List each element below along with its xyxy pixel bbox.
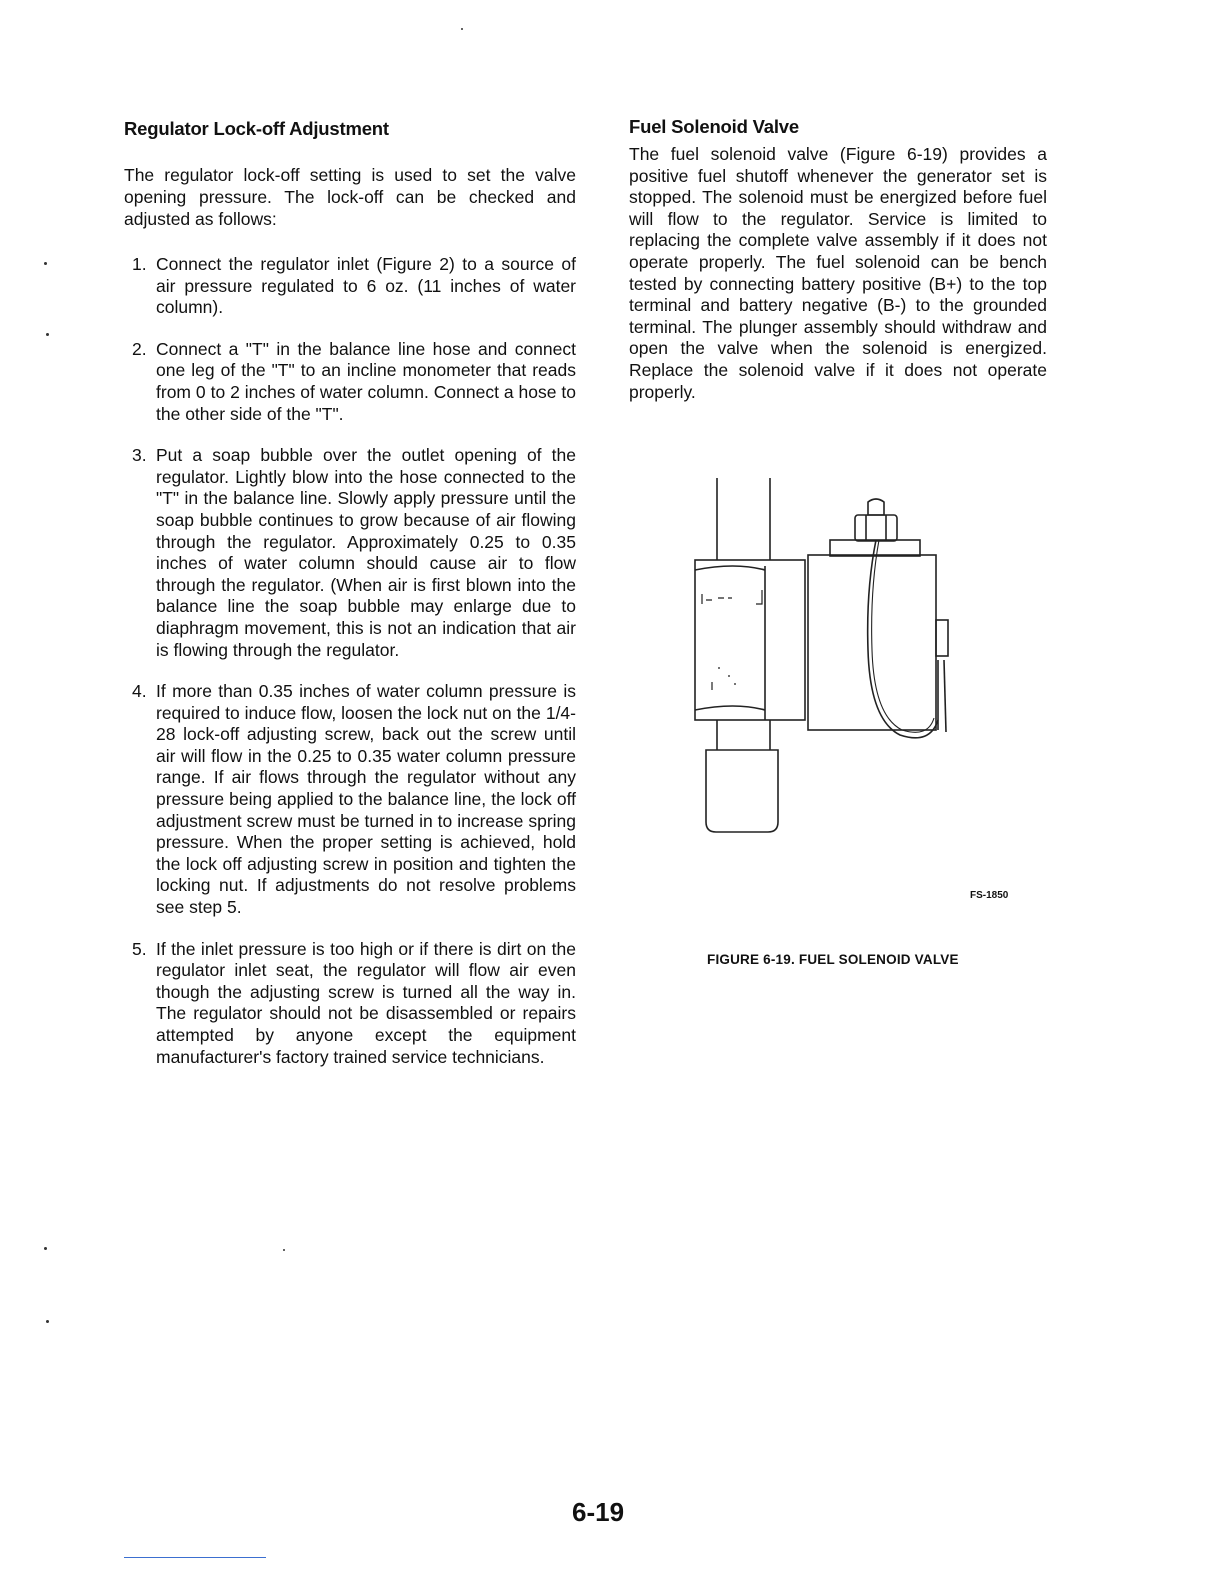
list-item: 1. Connect the regulator inlet (Figure 2) to a source of air pressure regulated to 6 oz. (11 inches of water column). bbox=[132, 254, 576, 318]
scan-speck bbox=[46, 1320, 49, 1323]
page-number: 6-19 bbox=[572, 1497, 625, 1527]
scan-speck bbox=[461, 28, 463, 30]
fuel-solenoid-valve-illustration bbox=[690, 470, 970, 850]
list-item: 4. If more than 0.35 inches of water column pressure is required to induce flow, loosen the lock nut on the 1/4-28 lock-off adjusting screw, back out the screw until air will flow in the 0.25 to 0.35 water column pressure range. If air flows through the regulator without any pressure being applied to the balance line, the lock off adjustment screw must be turned in to increase spring pressure. When the proper setting is achieved, hold the lock off adjusting screw in position and tighten the locking nut. If adjustments do not resolve problems see step 5. bbox=[132, 681, 576, 918]
list-item: 3. Put a soap bubble over the outlet opening of the regulator. Lightly blow into the hose connected to the "T" in the balance line. Slowly apply pressure until the soap bubble continues to grow because of air flowing through the regulator. Approximately 0.25 to 0.35 inches of water column should cause air to flow through the regulator. (When air is first blown into the balance line the soap bubble may enlarge due to diaphragm movement, this is not an indication that air is flowing through the regulator. bbox=[132, 445, 576, 660]
intro-paragraph: The regulator lock-off setting is used to set the valve opening pressure. The lock-off can be checked and adjusted as follows: bbox=[124, 165, 576, 229]
figure-caption: FIGURE 6-19. FUEL SOLENOID VALVE bbox=[707, 952, 959, 967]
list-item: 5. If the inlet pressure is too high or if there is dirt on the regulator inlet seat, the regulator will flow air even though the adjusting screw is turned all the way in. The regulator should not be disassembled or repairs attempted by anyone except the equipment manufacturer's factory trained service technicians. bbox=[132, 938, 576, 1067]
scan-speck bbox=[283, 1249, 285, 1251]
scan-speck bbox=[44, 262, 47, 265]
list-item: 2. Connect a "T" in the balance line hose and connect one leg of the "T" to an incline monometer that reads from 0 to 2 inches of water column. Connect a hose to the other side of the "T". bbox=[132, 338, 576, 424]
section-heading-fuel-solenoid: Fuel Solenoid Valve bbox=[629, 116, 799, 137]
scan-speck bbox=[44, 1247, 47, 1250]
left-column bbox=[124, 118, 576, 1088]
footer-rule bbox=[124, 1557, 266, 1558]
steps-list bbox=[124, 254, 576, 1068]
right-column bbox=[629, 116, 1047, 403]
fuel-solenoid-paragraph: The fuel solenoid valve (Figure 6-19) provides a positive fuel shutoff whenever the generator set is stopped. The solenoid must be energized before fuel will flow to the regulator. Service is limited to replacing the complete valve assembly if it does not operate properly. The fuel solenoid can be bench tested by connecting battery positive (B+) to the top terminal and battery negative (B-) to the grounded terminal. The plunger assembly should withdraw and open the valve when the solenoid is energized. Replace the solenoid valve if it does not operate properly. bbox=[629, 144, 1047, 402]
section-heading-regulator: Regulator Lock-off Adjustment bbox=[124, 118, 389, 139]
figure-code: FS-1850 bbox=[970, 890, 1009, 901]
scan-speck bbox=[46, 333, 49, 336]
